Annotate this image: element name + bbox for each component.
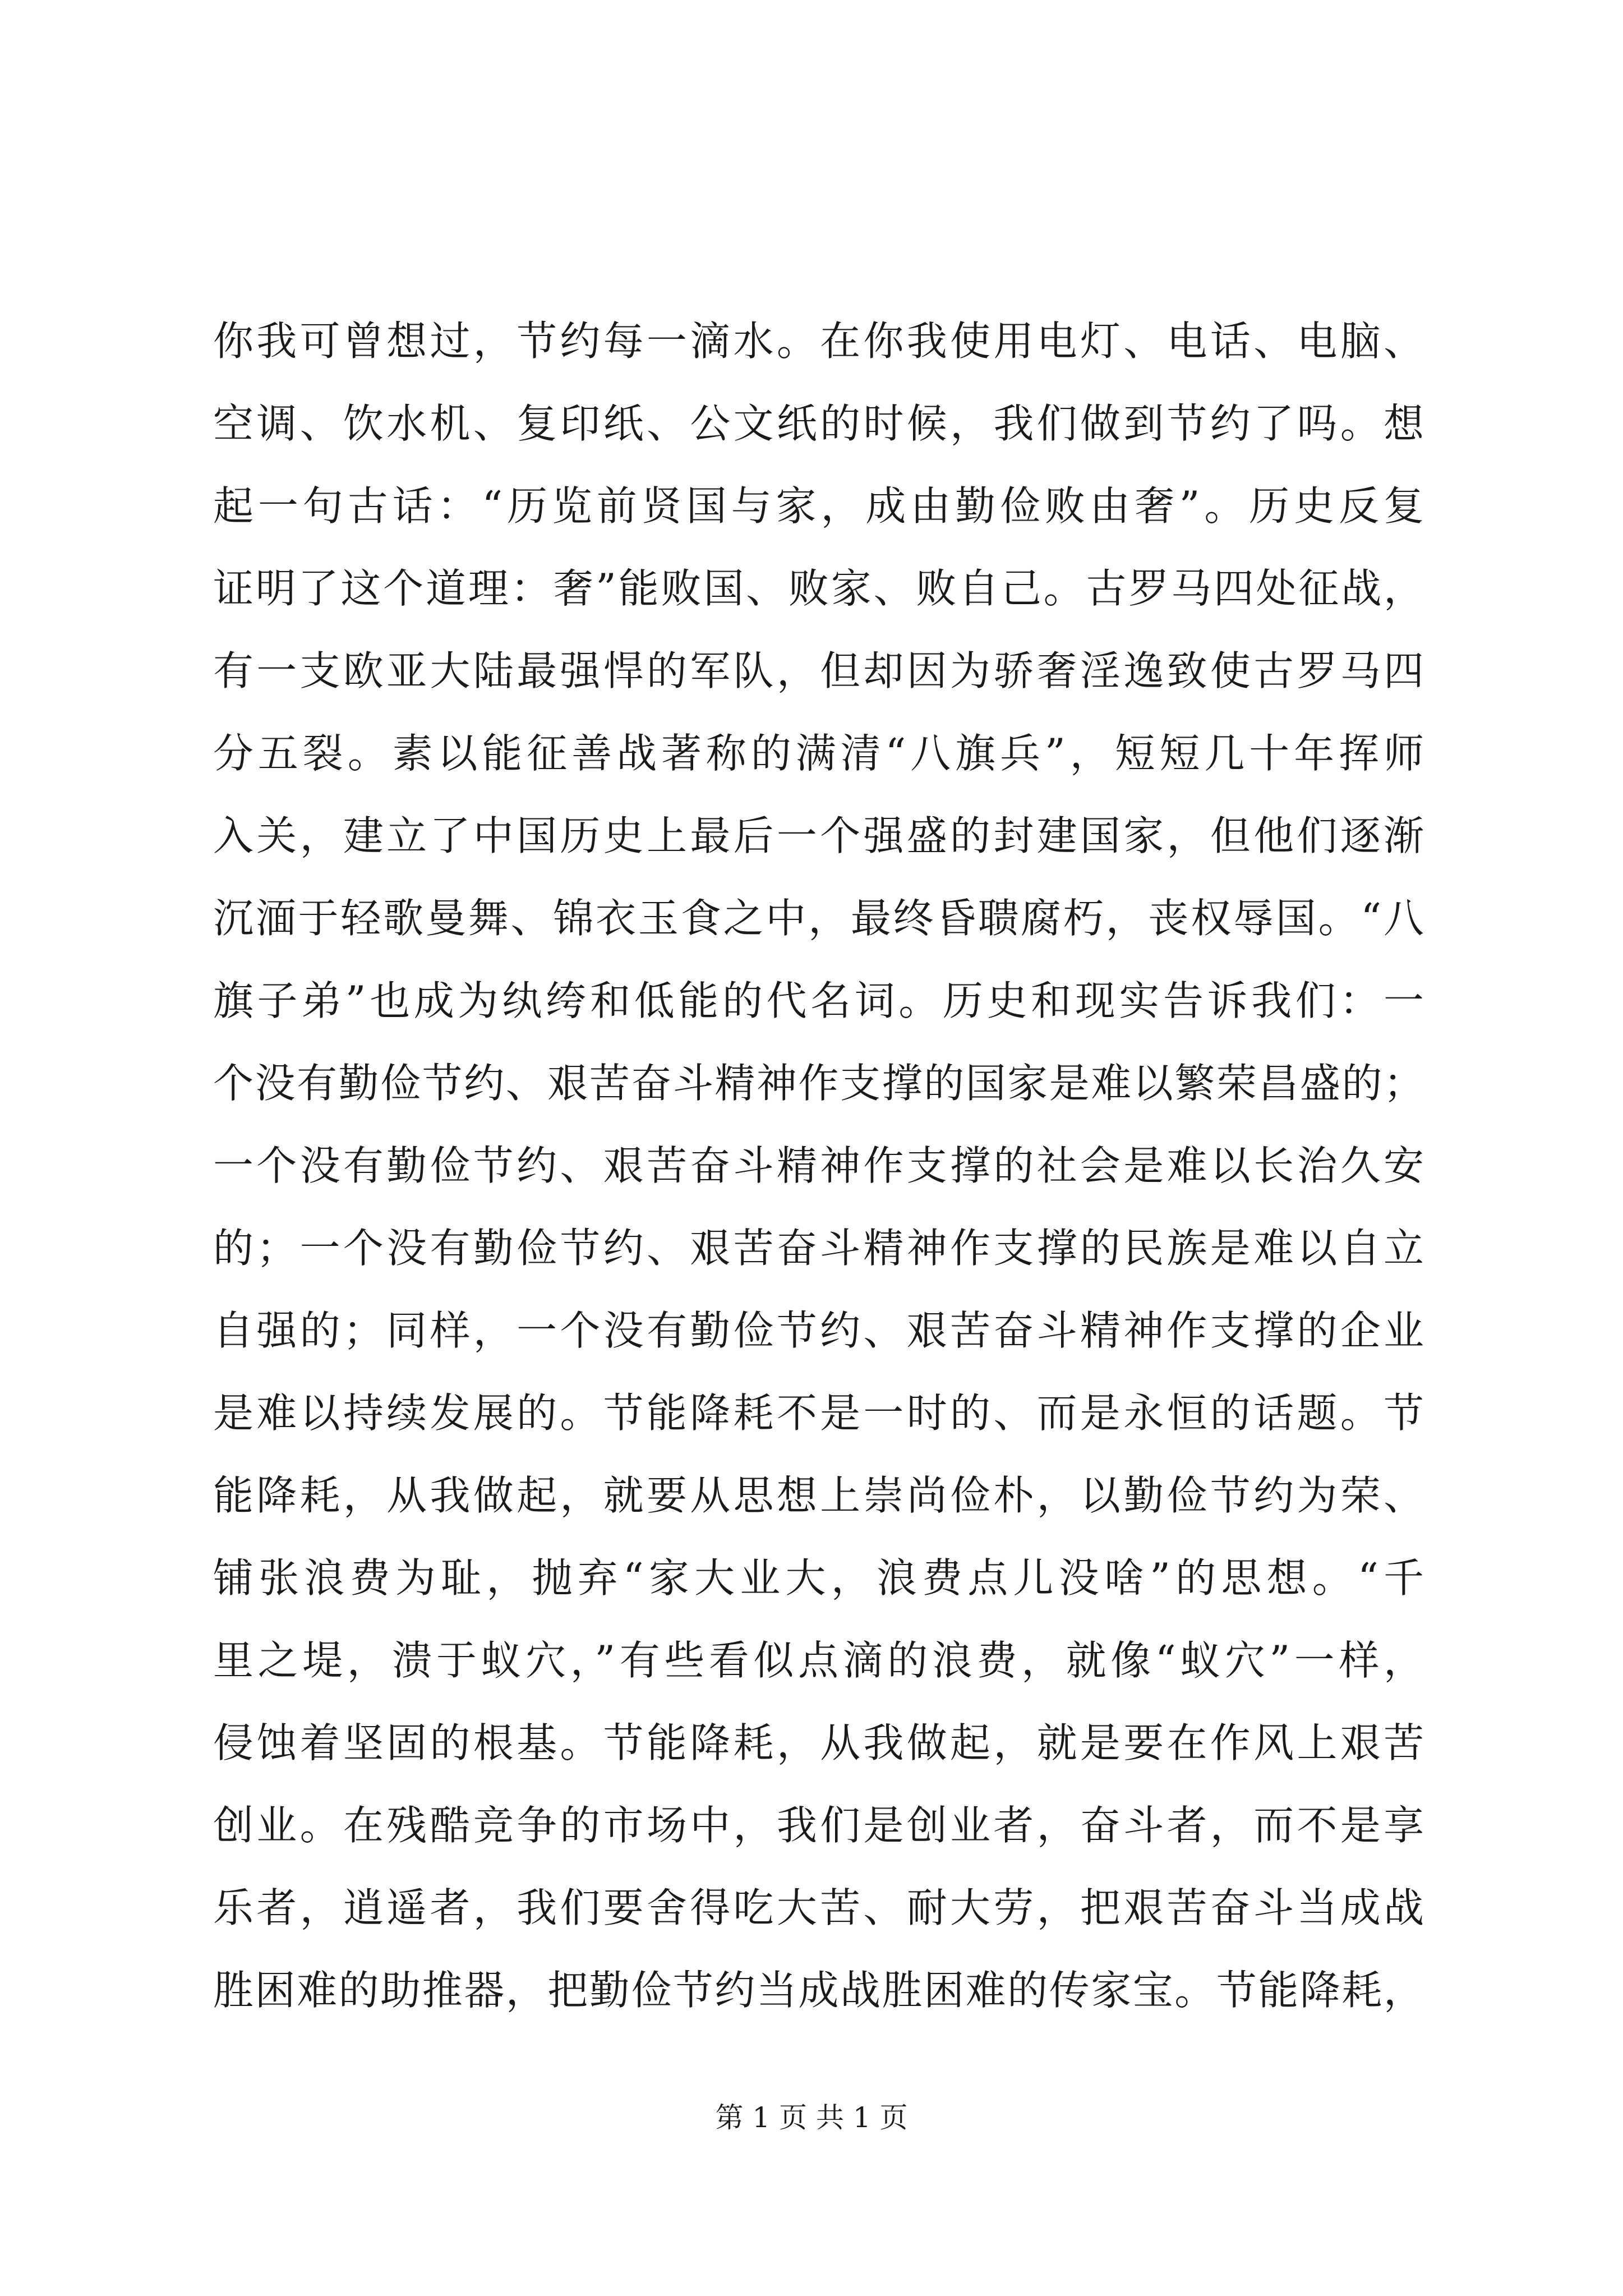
- text-line: 有一支欧亚大陆最强悍的军队，但却因为骄奢淫逸致使古罗马四: [213, 647, 1424, 694]
- text-line: 能降耗，从我做起，就要从思想上崇尚俭朴，以勤俭节约为荣、: [213, 1472, 1424, 1519]
- text-line: 创业。在残酷竞争的市场中，我们是创业者，奋斗者，而不是享: [213, 1802, 1424, 1849]
- text-line: 一个没有勤俭节约、艰苦奋斗精神作支撑的社会是难以长治久安: [213, 1142, 1424, 1189]
- text-line: 是难以持续发展的。节能降耗不是一时的、而是永恒的话题。节: [213, 1389, 1424, 1437]
- text-line: 入关，建立了中国历史上最后一个强盛的封建国家，但他们逐渐: [213, 812, 1424, 859]
- text-line: 的；一个没有勤俭节约、艰苦奋斗精神作支撑的民族是难以自立: [213, 1225, 1424, 1272]
- text-line: 里之堤，溃于蚁穴，”有些看似点滴的浪费，就像“蚁穴”一样，: [213, 1637, 1424, 1684]
- text-line: 证明了这个道理：奢”能败国、败家、败自己。古罗马四处征战，: [213, 565, 1424, 612]
- body-text: [213, 300, 1424, 2032]
- text-line: 沉湎于轻歌曼舞、锦衣玉食之中，最终昏聩腐朽，丧权辱国。“八: [213, 895, 1424, 942]
- text-line: 旗子弟”也成为纨绔和低能的代名词。历史和现实告诉我们：一: [213, 977, 1424, 1024]
- text-line: 空调、饮水机、复印纸、公文纸的时候，我们做到节约了吗。想: [213, 400, 1424, 447]
- text-line: 个没有勤俭节约、艰苦奋斗精神作支撑的国家是难以繁荣昌盛的；: [213, 1060, 1424, 1107]
- text-line: 分五裂。素以能征善战著称的满清“八旗兵”，短短几十年挥师: [213, 730, 1424, 777]
- text-line: 起一句古话：“历览前贤国与家，成由勤俭败由奢”。历史反复: [213, 482, 1424, 530]
- page-footer: 第 1 页 共 1 页: [715, 2101, 908, 2134]
- text-line: 铺张浪费为耻，抛弃“家大业大，浪费点儿没啥”的思想。“千: [213, 1554, 1424, 1602]
- text-line: 乐者，逍遥者，我们要舍得吃大苦、耐大劳，把艰苦奋斗当成战: [213, 1884, 1424, 1931]
- text-line: 胜困难的助推器，把勤俭节约当成战胜困难的传家宝。节能降耗，: [213, 1967, 1424, 2014]
- text-line: 侵蚀着坚固的根基。节能降耗，从我做起，就是要在作风上艰苦: [213, 1719, 1424, 1766]
- text-line: 你我可曾想过，节约每一滴水。在你我使用电灯、电话、电脑、: [213, 318, 1424, 365]
- text-line: 自强的；同样，一个没有勤俭节约、艰苦奋斗精神作支撑的企业: [213, 1307, 1424, 1354]
